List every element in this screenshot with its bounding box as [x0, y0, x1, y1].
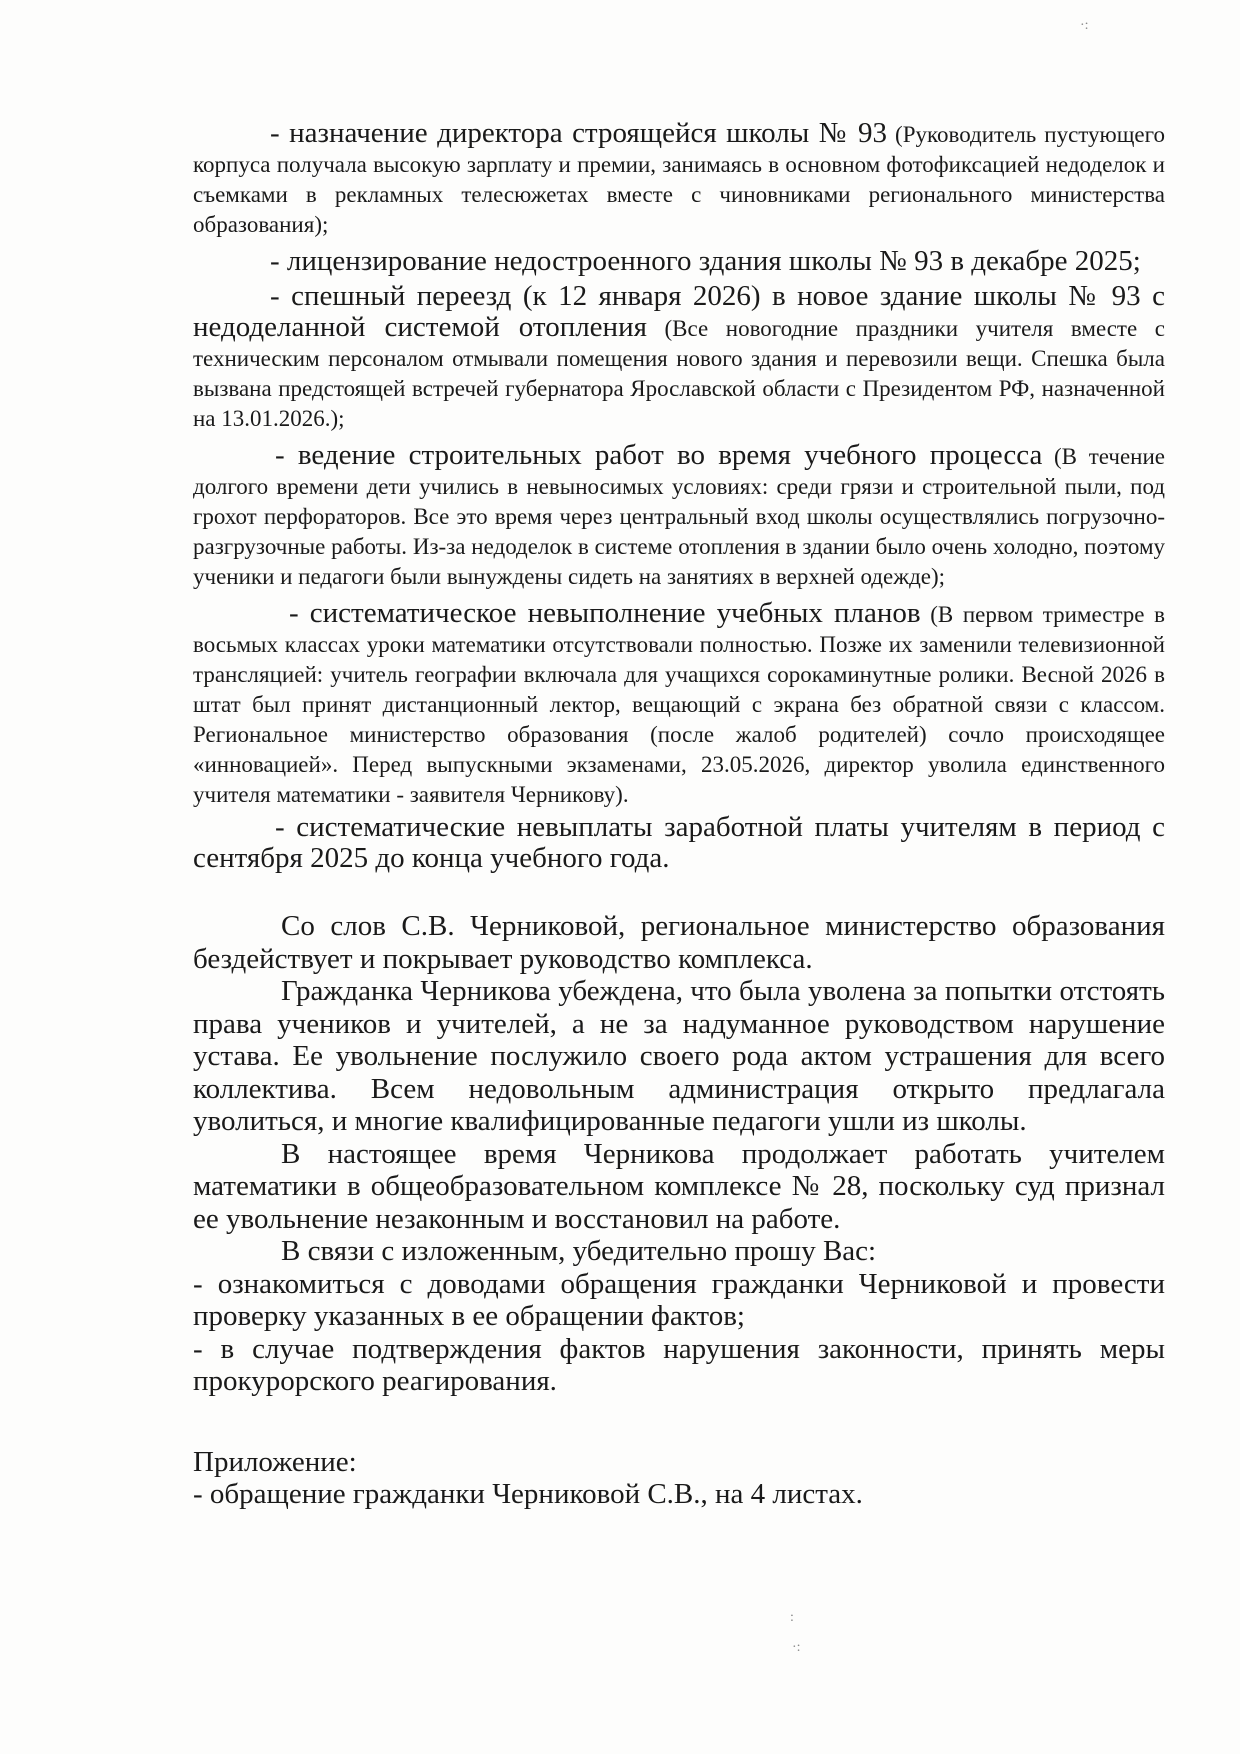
- item-lead: - систематические невыплаты заработной платы учителям в период с сентября 2025 до конца учебного года.: [193, 811, 1165, 874]
- attachment-item: - обращение гражданки Черниковой С.В., на 4 листах.: [193, 1478, 863, 1510]
- item-lead: - назначение директора строящейся школы № 93: [270, 117, 888, 149]
- list-item: [193, 281, 1165, 434]
- paragraph: Со слов С.В. Черниковой, региональное министерство образования бездействует и покрывает руководство комплекса.: [193, 910, 1165, 975]
- item-note: (В течение долгого времени дети учились в невыносимых условиях: среди грязи и строительной пыли, под грохот перфораторов. Все это время через центральный вход школы осуществлялись погрузочно-разгрузочные работы. Из-за недоделок в системе отопления в здании было очень холодно, поэтому ученики и педагоги были вынуждены сидеть на занятиях в верхней одежде);: [193, 444, 1166, 589]
- scan-artifact: ·:: [792, 1640, 801, 1655]
- request-item: - ознакомиться с доводами обращения гражданки Черниковой и провести проверку указанных в ее обращении фактов;: [193, 1267, 1165, 1332]
- attachment-heading: Приложение:: [193, 1445, 357, 1478]
- paragraph: В связи с изложенным, убедительно прошу Вас:: [281, 1235, 877, 1267]
- paragraph: В настоящее время Черникова продолжает работать учителем математики в общеобразовательном комплексе № 28, поскольку суд признал ее увольнение незаконным и восстановил на работе.: [193, 1137, 1165, 1235]
- item-note: (В первом триместре в восьмых классах уроки математики отсутствовали полностью. Позже их заменили телевизионной трансляцией: учитель географии включала для учащихся сорокаминутные ролики. Весной 2026 в штат был принят дистанционный лектор, вещающий с экрана без обратной связи с классом. Региональное министерство образования (после жалоб родителей) сочло происходящее «инновацией». Перед выпускными экзаменами, 23.05.2026, директор уволила единственного учителя математики - заявителя Черникову).: [193, 602, 1165, 807]
- item-lead: - систематическое невыполнение учебных планов: [289, 597, 921, 629]
- spacer: [193, 874, 1165, 910]
- spacer: [193, 1398, 1165, 1446]
- list-item: [193, 246, 1165, 277]
- scan-artifact: :: [790, 1610, 794, 1625]
- request-item: - в случае подтверждения фактов нарушения законности, принять меры прокурорского реагирования.: [193, 1332, 1165, 1397]
- item-note: (Руководитель пустующего корпуса получала высокую зарплату и премии, занимаясь в основном фотофиксацией недоделок и съемками в рекламных телесюжетах вместе с чиновниками регионального министерства образования);: [193, 122, 1165, 237]
- paragraph: Гражданка Черникова убеждена, что была уволена за попытки отстоять права учеников и учителей, а не за надуманное руководством нарушение устава. Ее увольнение послужило своего рода актом устрашения для всего коллектива. Всем недовольным администрация открыто предлагала уволиться, и многие квалифицированные педагоги ушли из школы.: [193, 975, 1165, 1137]
- list-item: [193, 812, 1165, 874]
- item-lead: - ведение строительных работ во время учебного процесса: [275, 439, 1043, 471]
- list-item: [193, 598, 1165, 810]
- document-body: [193, 118, 1165, 1511]
- item-lead: - спешный переезд (к 12 января 2026) в новое здание школы № 93 с недоделанной системой отопления: [193, 280, 1165, 343]
- item-note: (Все новогодние праздники учителя вместе с техническим персоналом отмывали помещения нового здания и перевозили вещи. Спешка была вызвана предстоящей встречей губернатора Ярославской области с Президентом РФ, назначенной на 13.01.2026.);: [193, 316, 1165, 431]
- scan-artifact: ·:: [1080, 18, 1089, 33]
- list-item: [193, 118, 1165, 240]
- item-lead: - лицензирование недостроенного здания школы № 93 в декабре 2025;: [270, 245, 1141, 277]
- list-item: [193, 440, 1165, 592]
